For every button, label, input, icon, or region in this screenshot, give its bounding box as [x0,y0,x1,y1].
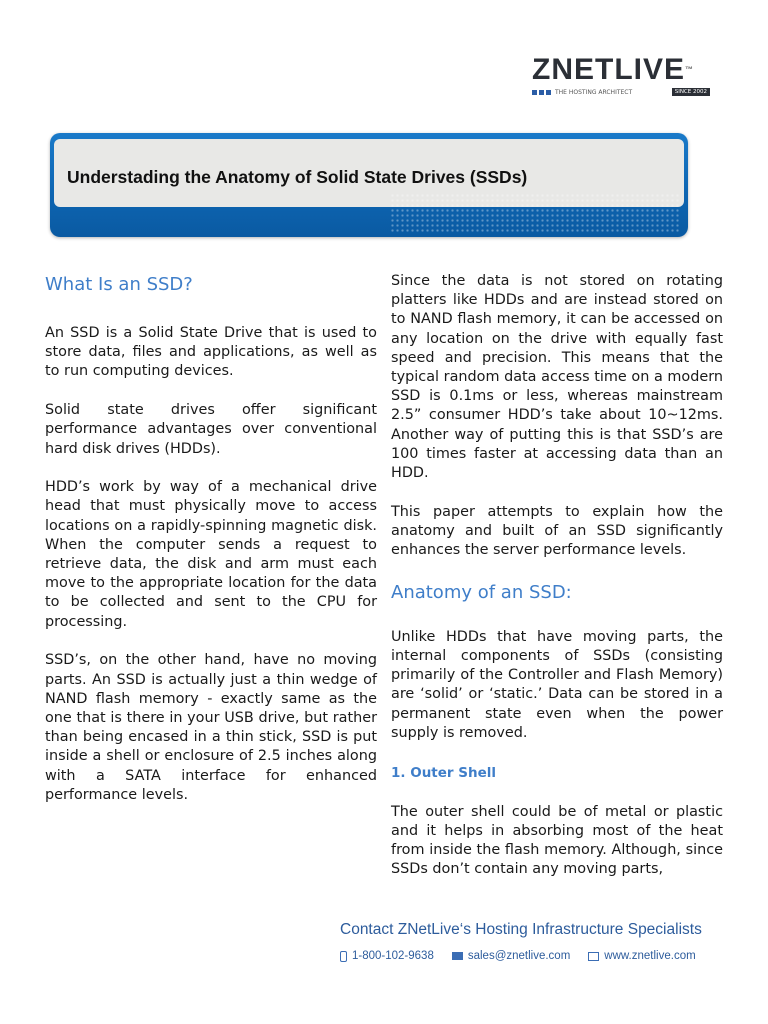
paragraph: This paper attempts to explain how the anatomy and built of an SSD significantly enhances the server performance levels. [391,503,723,559]
paragraph: Since the data is not stored on rotating platters like HDDs and are instead stored on to NAND flash memory, it can be accessed on any location on the drive with equally fast speed and precision. This means that the typical random data access time on a modern SSD is 0.1ms or less, whereas mainstream 2.5” consumer HDD’s take about 10~12ms. Another way of putting this is that SSD’s are 100 times faster at accessing data than an HDD. [391,273,723,482]
logo-subline [532,88,710,96]
footer-contact [340,921,720,962]
paragraph: HDD’s work by way of a mechanical drive head that must physically move to access locations on a rapidly-spinning magnetic disk. When the computer sends a request to retrieve data, the disk and arm must each move to the appropriate location for the data to be collected and sent to the CPU for processing. [45,479,377,630]
section-heading-anatomy: Anatomy of an SSD: [391,581,572,603]
paragraph: SSD’s, on the other hand, have no moving parts. An SSD is actually just a thin wedge of NAND flash memory - exactly same as the one that is there in your USB drive, but rather than being encased in a thin stick, SSD is put inside a shell or enclosure of 2.5 inches along with a SATA interface for enhanced performance levels. [45,652,377,803]
contact-heading: Contact ZNetLive‘s Hosting Infrastructure Specialists [340,921,702,938]
logo-since-badge: SINCE 2002 [672,88,710,96]
logo-wordmark: ZNETLIVE [532,53,686,86]
phone-number: 1-800-102-9638 [352,950,434,962]
logo-tagline: THE HOSTING ARCHITECT [555,88,633,96]
email-address: sales@znetlive.com [467,950,571,962]
banner-dot-pattern [390,193,680,233]
website-contact[interactable] [588,950,695,962]
trademark-mark: ™ [685,65,695,74]
website-url: www.znetlive.com [604,950,696,962]
title-banner [50,133,688,237]
paragraph: An SSD is a Solid State Drive that is used to store data, files and applications, as well as to run computing devices. [45,325,377,380]
mail-icon [452,952,463,960]
phone-contact[interactable] [340,950,434,962]
subheading-outer-shell: 1. Outer Shell [391,764,497,781]
znetlive-logo [532,55,710,100]
right-column [391,272,723,899]
paragraph: Unlike HDDs that have moving parts, the internal components of SSDs (consisting primarily of the Controller and Flash Memory) are ‘solid’ or ‘static.’ Data can be stored in a permanent state even when the power supply is removed. [391,628,723,741]
contact-details [340,950,720,962]
document-title: Understading the Anatomy of Solid State Drives (SSDs) [67,167,528,187]
phone-icon [340,951,347,962]
section-heading-what-is-ssd: What Is an SSD? [45,274,193,295]
paragraph: Solid state drives offer significant performance advantages over conventional hard disk drives (HDDs). [45,402,377,457]
email-contact[interactable] [452,950,570,962]
paragraph: The outer shell could be of metal or plastic and it helps in absorbing most of the heat from inside the flash memory. Although, since SSDs don’t contain any moving parts, [391,803,723,878]
web-icon [588,952,599,961]
left-column [45,272,377,824]
